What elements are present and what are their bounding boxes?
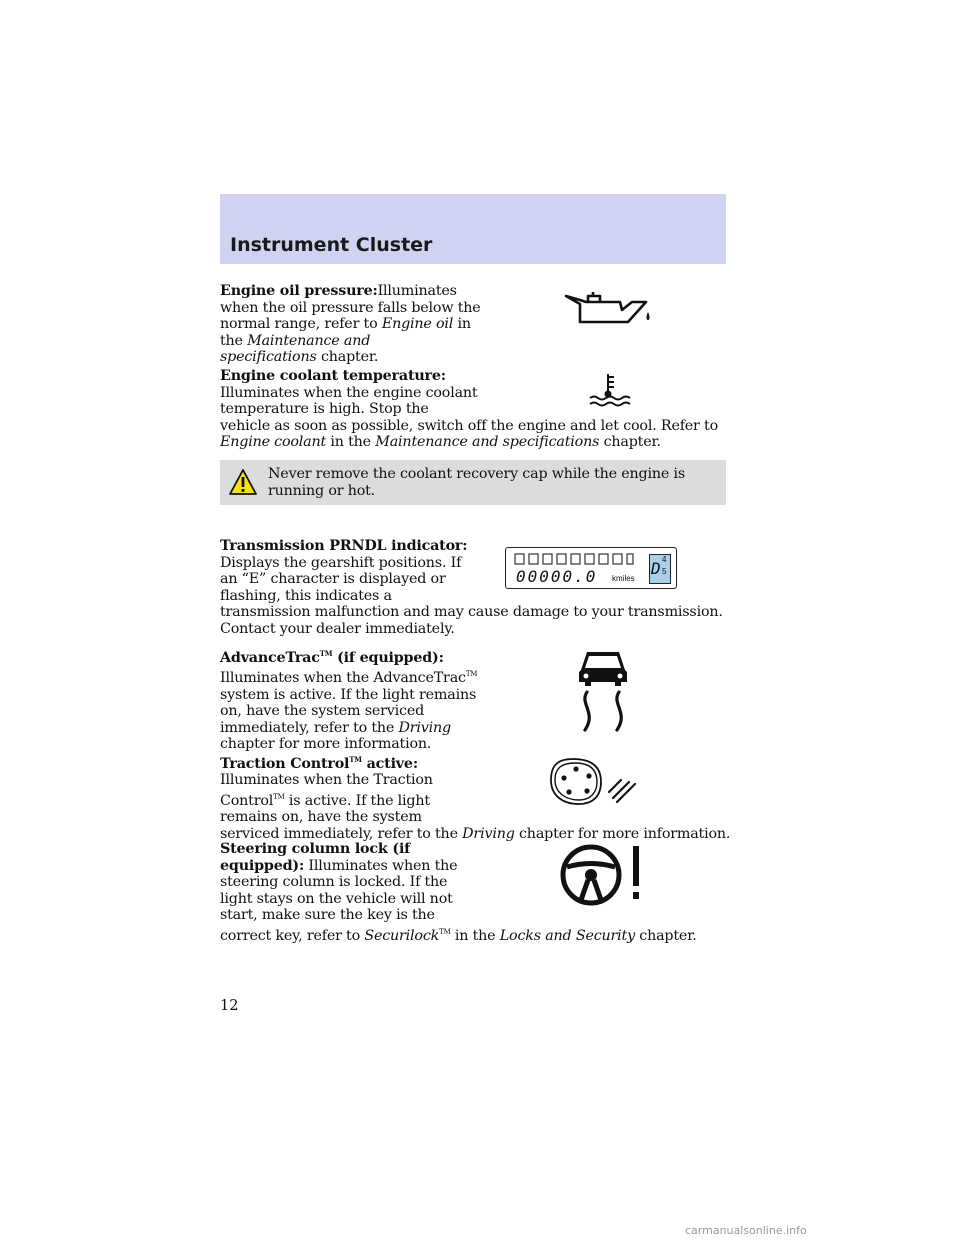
advancetrac-title: (if equipped): xyxy=(332,649,444,666)
coolant-text: in the xyxy=(326,434,376,450)
coolant-text: Illuminates when the engine coolant xyxy=(220,384,478,401)
advancetrac-text: on, have the system serviced xyxy=(220,703,425,720)
steering-text: chapter. xyxy=(634,927,697,944)
steering-lock-title: equipped): xyxy=(220,857,305,874)
advancetrac-text: system is active. If the light remains xyxy=(220,686,477,703)
traction-control-section xyxy=(220,752,730,842)
oil-text: chapter. xyxy=(316,349,379,365)
traction-control-title: active: xyxy=(361,755,418,772)
oil-text: the xyxy=(220,332,248,349)
advancetrac-section xyxy=(220,646,477,753)
gear-indicator xyxy=(649,554,671,584)
warning-box xyxy=(220,460,726,505)
warning-text xyxy=(268,466,685,499)
page-number: 12 xyxy=(220,998,239,1014)
coolant-ref: Engine coolant xyxy=(220,434,327,450)
steering-text: in the xyxy=(450,927,500,944)
steering-wheel-lock-icon xyxy=(555,842,647,908)
steering-text: steering column is locked. If the xyxy=(220,874,448,890)
warning-triangle-icon xyxy=(228,468,258,496)
steering-ref: Locks and Security xyxy=(499,927,635,944)
lcd-segment-boxes xyxy=(514,553,634,565)
tm-mark: TM xyxy=(273,792,285,801)
prndl-text: Contact your dealer immediately. xyxy=(220,620,455,637)
odometer-unit: kmiles xyxy=(612,574,635,583)
chapter-title: Instrument Cluster xyxy=(230,234,433,256)
gear-lower: 5 xyxy=(662,567,667,576)
oil-pressure-title: Engine oil pressure: xyxy=(220,283,378,299)
traction-text: chapter for more information. xyxy=(514,825,731,842)
gear-upper: 4 xyxy=(662,555,667,564)
oil-text: Illuminates xyxy=(377,283,457,299)
oil-pressure-section xyxy=(220,283,481,366)
advancetrac-title: AdvanceTrac xyxy=(220,649,320,666)
steering-text: correct key, refer to xyxy=(220,927,365,944)
coolant-text: chapter. xyxy=(599,434,661,450)
steering-text: Illuminates when the xyxy=(304,857,458,874)
prndl-title: Transmission PRNDL indicator: xyxy=(220,538,468,554)
odometer-readout: 00000.0 xyxy=(516,567,598,586)
coolant-text: temperature is high. Stop the xyxy=(220,401,429,417)
coolant-title: Engine coolant temperature: xyxy=(220,368,446,384)
advancetrac-text: chapter for more information. xyxy=(220,736,432,753)
advancetrac-text: Illuminates when the AdvanceTrac xyxy=(220,670,466,687)
coolant-ref: Maintenance and specifications xyxy=(375,434,600,450)
advancetrac-ref: Driving xyxy=(398,719,452,736)
tm-mark: TM xyxy=(439,927,451,936)
traction-text: is active. If the light xyxy=(284,792,430,809)
warning-line: Never remove the coolant recovery cap while the engine is xyxy=(268,466,686,482)
oil-text: when the oil pressure falls below the xyxy=(220,299,481,316)
warning-line: running or hot. xyxy=(268,482,376,499)
prndl-text: an “E” character is displayed or xyxy=(220,571,446,587)
chapter-header xyxy=(220,194,726,264)
oil-text: normal range, refer to xyxy=(220,316,382,332)
footer-watermark: carmanualsonline.info xyxy=(685,1224,807,1237)
coolant-text: vehicle as soon as possible, switch off the engine and let cool. Refer to xyxy=(220,417,718,434)
traction-text: Control xyxy=(220,792,274,809)
advancetrac-skidding-car-icon xyxy=(575,648,631,734)
steering-text: light stays on the vehicle will not xyxy=(220,890,453,907)
traction-control-title: Traction Control xyxy=(220,755,350,772)
coolant-temperature-icon xyxy=(588,370,632,410)
oil-can-icon xyxy=(560,288,660,328)
traction-text: remains on, have the system xyxy=(220,809,422,826)
coolant-section xyxy=(220,368,718,451)
tm-mark: TM xyxy=(465,670,478,679)
steering-text: start, make sure the key is the xyxy=(220,907,435,923)
steering-lock-title: Steering column lock (if xyxy=(220,841,411,857)
traction-ref: Driving xyxy=(462,825,515,842)
prndl-lcd-display xyxy=(505,547,677,589)
oil-ref: specifications xyxy=(220,349,317,365)
prndl-text: flashing, this indicates a xyxy=(220,587,392,604)
advancetrac-text: immediately, refer to the xyxy=(220,719,399,736)
prndl-text: Displays the gearshift positions. If xyxy=(220,554,462,571)
oil-ref: Maintenance and xyxy=(247,332,371,349)
tm-mark: TM xyxy=(349,755,362,764)
traction-text: Illuminates when the Traction xyxy=(220,772,433,789)
oil-ref: Engine oil xyxy=(381,316,454,332)
traction-text: serviced immediately, refer to the xyxy=(220,825,463,842)
prndl-text: transmission malfunction and may cause damage to your transmission. xyxy=(220,604,723,620)
traction-control-wheel-icon xyxy=(545,756,641,808)
oil-text: in xyxy=(453,316,471,332)
gear-letter: D xyxy=(651,559,661,578)
tm-mark: TM xyxy=(319,649,333,658)
steering-ref: Securilock xyxy=(364,927,440,944)
